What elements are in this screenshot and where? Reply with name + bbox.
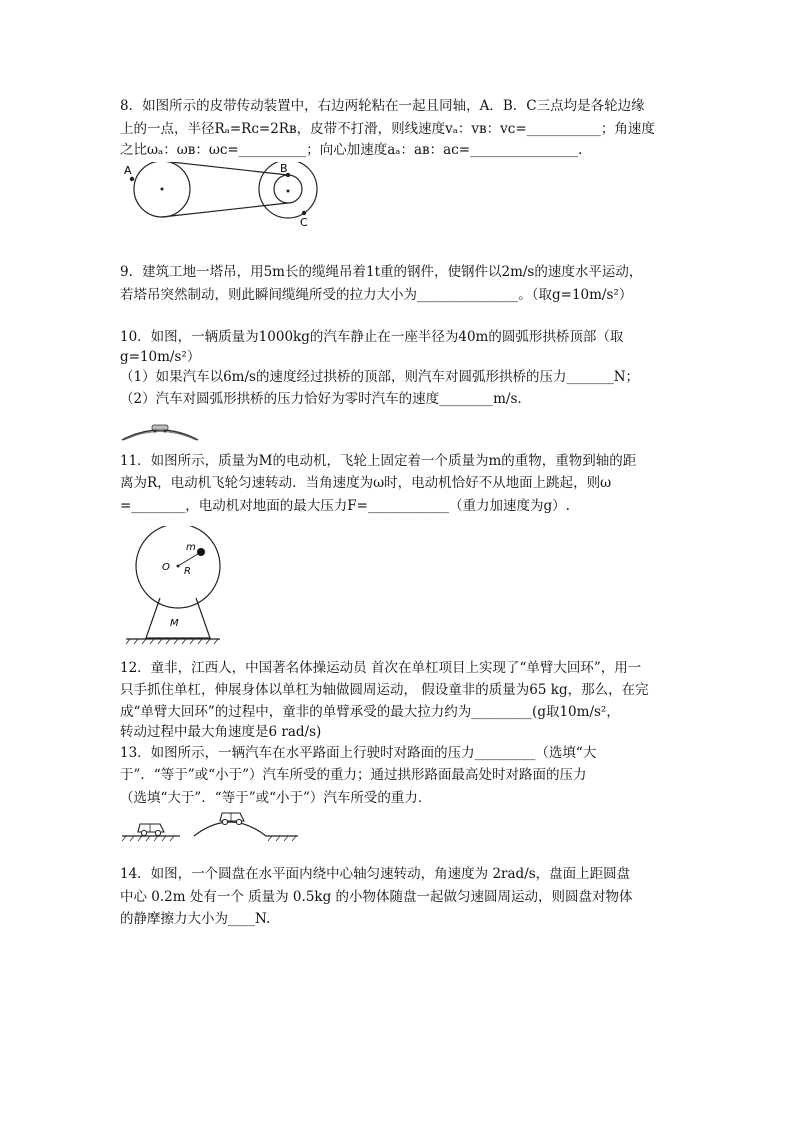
road-cars-figure	[120, 806, 300, 842]
q8-line-1: 8．如图所示的皮带传动装置中，右边两轮粘在一起且同轴，A．B．C三点均是各轮边缘	[120, 98, 645, 114]
label-a: A	[124, 164, 132, 177]
q12-line-4: 转动过程中最大角速度是6 rad/s)	[120, 724, 322, 740]
q9-line-1: 9．建筑工地一塔吊，用5m长的缆绳吊着1t重的钢件，使钢件以2m/s的速度水平运动，	[120, 264, 643, 280]
q10-line-1: 10．如图，一辆质量为1000kg的汽车静止在一座半径为40m的圆弧形拱桥顶部（取	[120, 329, 624, 345]
car-arch-icon	[220, 813, 244, 825]
label-c: C	[300, 216, 308, 229]
q8-line-3: 之比ωₐ：ωʙ：ωᴄ=__________；向心加速度aₐ：aʙ：aᴄ=________________.	[120, 142, 583, 158]
q12-line-3: 成“单臂大回环”的过程中，童非的单臂承受的最大拉力约为_________(g取10m/s²，	[120, 704, 620, 720]
q11-line-3: =________，电动机对地面的最大压力F=____________（重力加速度为g）.	[120, 498, 570, 514]
q13-line-1: 13．如图所示，一辆汽车在水平路面上行驶时对路面的压力_________（选填“大	[120, 745, 597, 761]
label-b: B	[280, 162, 288, 175]
label-big-m: M	[170, 618, 179, 629]
belt-drive-figure	[120, 162, 326, 230]
q13-line-2: 于”．“等于”或“小于”）汽车所受的重力；通过拱形路面最高处时对路面的压力	[120, 767, 587, 783]
car-flat-icon	[138, 824, 164, 836]
q13-line-3: （选填“大于”．“等于”或“小于”）汽车所受的重力．	[120, 790, 432, 806]
label-m: m	[186, 542, 196, 553]
label-r: R	[184, 566, 191, 577]
q11-line-2: 离为R，电动机飞轮匀速转动．当角速度为ω时，电动机恰好不从地面上跳起，则ω	[120, 475, 612, 491]
q10-line-3: （1）如果汽车以6m/s的速度经过拱桥的顶部，则汽车对圆弧形拱桥的压力_______N；	[120, 369, 640, 385]
motor-flywheel-figure	[124, 526, 224, 646]
q8-line-2: 上的一点，半径Rₐ=Rᴄ=2Rʙ，皮带不打滑，则线速度vₐ：vʙ：vᴄ=___________；角速度	[120, 121, 655, 137]
q12-line-1: 12．童非，江西人，中国著名体操运动员 首次在单杠项目上实现了“单臂大回环”，用一	[120, 660, 642, 676]
q10-line-4: （2）汽车对圆弧形拱桥的压力恰好为零时汽车的速度________m/s.	[120, 391, 522, 407]
q11-line-1: 11．如图所示，质量为M的电动机，飞轮上固定着一个质量为m的重物，重物到轴的距	[120, 453, 637, 469]
label-o: O	[162, 562, 170, 573]
q10-line-2: g=10m/s²）	[120, 349, 201, 365]
q12-line-2: 只手抓住单杠，伸展身体以单杠为轴做圆周运动， 假设童非的质量为65 kg，那么，在完	[120, 682, 649, 698]
q9-line-2: 若塔吊突然制动，则此瞬间缆绳所受的拉力大小为_______________。（取g=10m/s²）	[120, 287, 633, 303]
car-icon	[152, 425, 168, 430]
arch-bridge-figure	[120, 418, 200, 442]
q14-line-1: 14．如图，一个圆盘在水平面内绕中心轴匀速转动，角速度为 2rad/s，盘面上距圆盘	[120, 866, 631, 882]
q14-line-3: 的静摩擦力大小为____N.	[120, 911, 271, 927]
q14-line-2: 中心 0.2m 处有一个 质量为 0.5kg 的小物体随盘一起做匀速圆周运动，则圆盘对物体	[120, 889, 633, 905]
